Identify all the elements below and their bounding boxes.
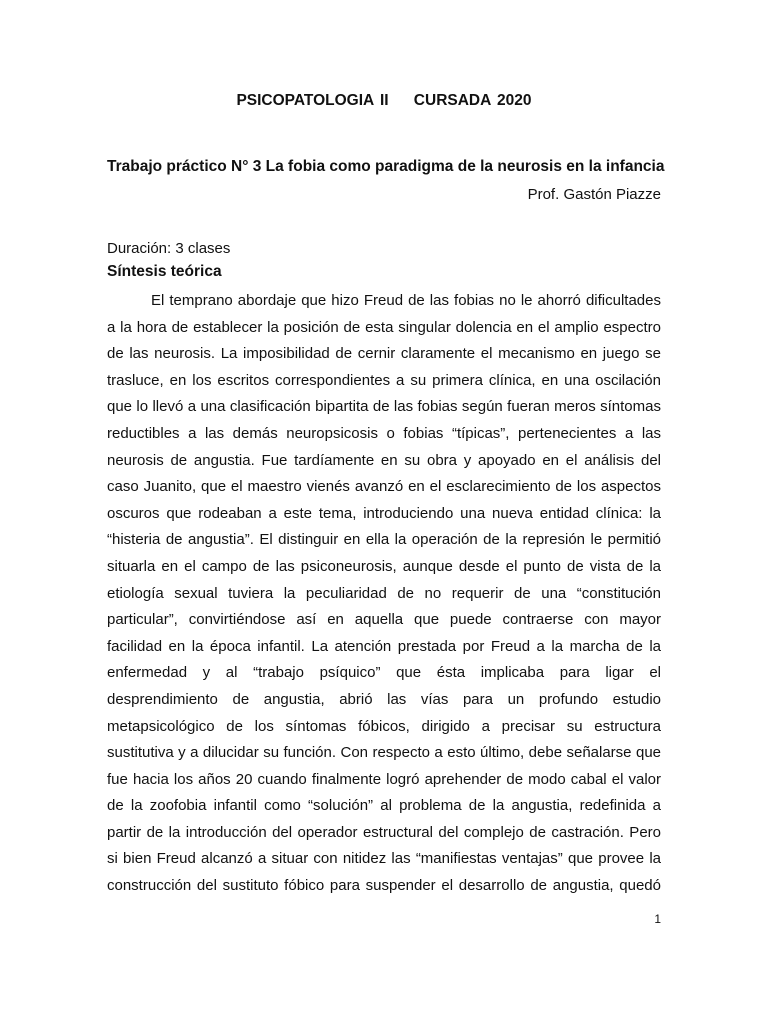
body-line: oscuros que rodeaban a este tema, introduciendo una nueva entidad clínica: la (107, 504, 661, 522)
body-line: si bien Freud alcanzó a situar con nitidez las “manifiestas ventajas” que provee la (107, 850, 661, 868)
page-number: 1 (654, 912, 661, 926)
body-line: que lo llevó a una clasificación bipartita de las fobias según fueran meros síntomas (107, 398, 661, 416)
body-line: “histeria de angustia”. El distinguir en ella la operación de la represión le permitió (107, 531, 661, 549)
body-line: de las neurosis. La imposibilidad de cernir claramente el mecanismo en juego se (107, 345, 661, 363)
body-line: caso Juanito, que el maestro vienés avanzó en el esclarecimiento de los aspectos (107, 478, 661, 496)
body-line: metapsicológico de los síntomas fóbicos, dirigido a precisar su estructura (107, 717, 661, 735)
practical-work-title: Trabajo práctico N° 3 La fobia como paradigma de la neurosis en la infancia (107, 158, 665, 175)
body-line: enfermedad y al “trabajo psíquico” que ésta implicaba para ligar el (107, 664, 661, 682)
professor-name: Prof. Gastón Piazze (527, 186, 661, 203)
body-line: partir de la introducción del operador estructural del complejo de castración. Pero (107, 823, 661, 841)
body-line: de la zoofobia infantil como “solución” al problema de la angustia, redefinida a (107, 797, 661, 815)
body-line: sustitutiva y a dilucidar su función. Con respecto a esto último, debe señalarse que (107, 744, 661, 762)
body-line: construcción del sustituto fóbico para suspender el desarrollo de angustia, quedó (107, 877, 661, 895)
body-line: etiología sexual tuviera la peculiaridad de no requerir de una “constitución (107, 584, 661, 602)
body-line: situarla en el campo de las psiconeurosis, aunque desde el punto de vista de la (107, 557, 661, 575)
body-line: fue hacia los años 20 cuando finalmente logró aprehender de modo cabal el valor (107, 770, 661, 788)
body-line: El temprano abordaje que hizo Freud de las fobias no le ahorró dificultades (151, 292, 661, 309)
course-title: PSICOPATOLOGIA II CURSADA 2020 (236, 92, 532, 109)
body-line: a la hora de establecer la posición de esta singular dolencia en el amplio espectro (107, 318, 661, 336)
body-line: particular”, convirtiéndose así en aquella que puede contraerse con mayor (107, 611, 661, 629)
section-heading: Síntesis teórica (107, 263, 222, 280)
duration-text: Duración: 3 clases (107, 240, 231, 257)
body-line: trasluce, en los escritos correspondientes a su primera clínica, en una oscilación (107, 371, 661, 389)
body-paragraph (107, 288, 661, 900)
body-line: desprendimiento de angustia, abrió las vías para un profundo estudio (107, 690, 661, 708)
body-line: reductibles a las demás neuropsicosis o fobias “típicas”, pertenecientes a las (107, 424, 661, 442)
body-line: facilidad en la época infantil. La atención prestada por Freud a la marcha de la (107, 637, 661, 655)
body-line: neurosis de angustia. Fue tardíamente en su obra y apoyado en el análisis del (107, 451, 661, 469)
